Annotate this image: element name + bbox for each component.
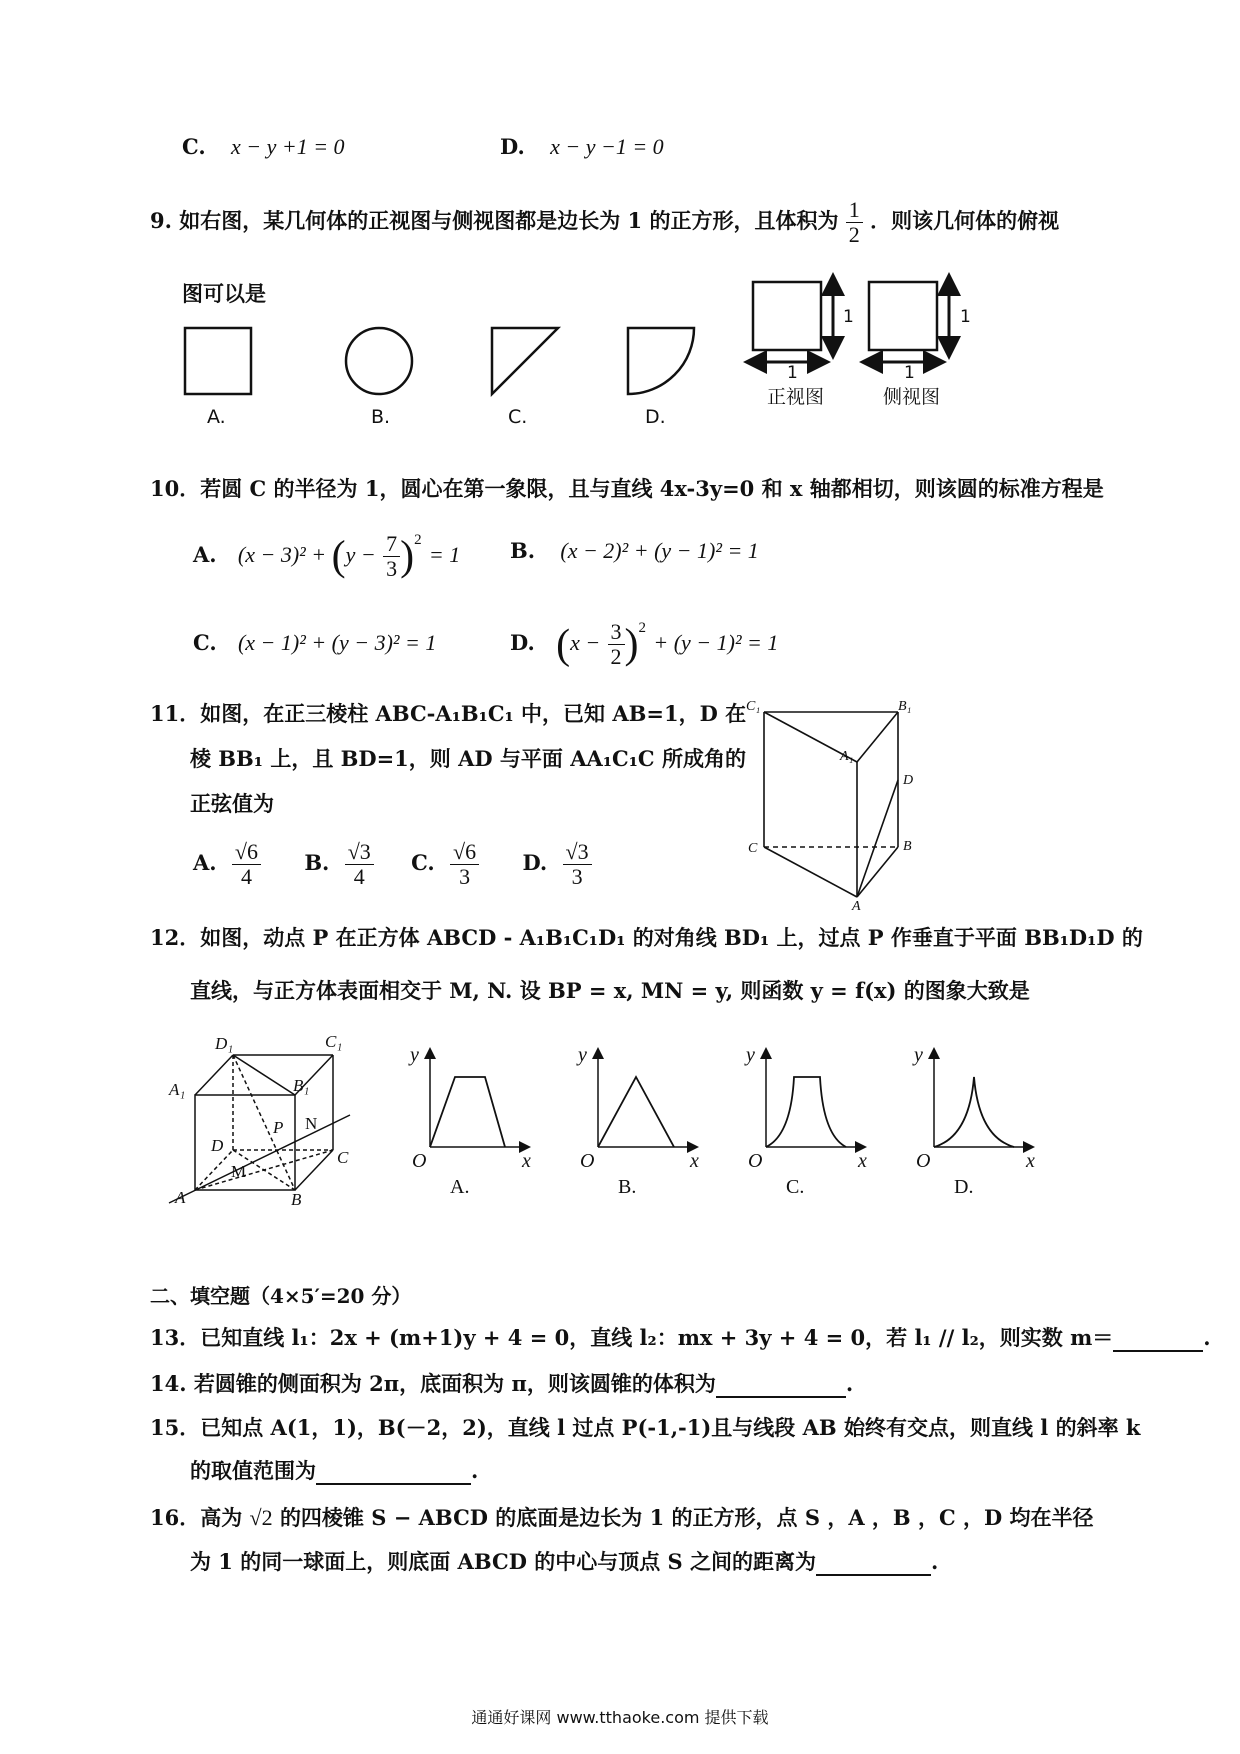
graph-a-y: y [410, 1045, 419, 1066]
q11-opt-a-den: 4 [240, 864, 252, 890]
q11-opt-b [304, 839, 381, 890]
q8-option-c-label: C. [182, 134, 206, 159]
q12-option-d: D. [954, 1176, 974, 1198]
q13-text: 13．已知直线 l₁：2x + (m+1)y + 4 = 0，直线 l₂：mx + 3y + 4 = 0，若 l₁ // l₂，则实数 m＝ [150, 1325, 1114, 1350]
q9-number: 9. [150, 208, 172, 234]
q12-label-b: B [291, 1190, 302, 1205]
q12-label-c: C [337, 1148, 349, 1167]
side-view-dim-h: 1 [904, 363, 915, 383]
section2-title: 二、填空题（4×5′=20 分） [150, 1284, 412, 1308]
q8-option-c-expr: x − y +1 = 0 [230, 134, 345, 159]
graph-d-x: x [1026, 1150, 1035, 1172]
graph-b-o: O [580, 1150, 595, 1172]
q9-fraction [846, 198, 863, 247]
q11-opt-d-den: 3 [571, 864, 583, 890]
graph-b-y: y [578, 1045, 587, 1066]
q12-label-d1: D₁ [215, 1034, 234, 1053]
circle-shape [346, 328, 412, 394]
page-footer: 通通好课网 www.tthaoke.com 提供下载 [471, 1708, 769, 1727]
q12-option-b: B. [618, 1176, 637, 1198]
side-view-dim-v: 1 [960, 307, 971, 327]
q8-option-d-label: D. [500, 134, 525, 159]
q9-text-c: 图可以是 [182, 281, 266, 306]
q11-label-d: D [903, 773, 914, 788]
q10-a-frac-num: 7 [383, 532, 400, 557]
q12-label-n: N [305, 1114, 318, 1133]
q12-label-c1: C₁ [325, 1032, 343, 1051]
side-view-square [869, 282, 937, 350]
q11-opt-c-label: C. [411, 850, 435, 876]
graph-b-x: x [690, 1150, 699, 1172]
q12-line1: 12．如图，动点 P 在正方体 ABCD - A₁B₁C₁D₁ 的对角线 BD₁ 上，过点 P 作垂直于平面 BB₁D₁D 的 [150, 925, 1143, 950]
q14 [150, 1368, 853, 1398]
q16-end: . [931, 1549, 939, 1574]
q15-end: . [471, 1458, 479, 1483]
q11-opt-b-den: 4 [353, 864, 365, 890]
q10-a-frac [383, 532, 400, 581]
graph-c-y: y [746, 1045, 755, 1066]
q10-c-label: C. [193, 630, 217, 655]
q10-b-expr: (x − 2)² + (y − 1)² = 1 [560, 538, 759, 563]
q10-d-frac-num: 3 [608, 620, 625, 645]
q16-line2: 为 1 的同一球面上，则底面 ABCD 的中心与顶点 S 之间的距离为 [190, 1549, 816, 1574]
q11-opt-c [411, 839, 486, 890]
q12-label-m: M [231, 1162, 247, 1181]
q10-option-d: D. (x − $\frac{3}{2}$ )$^2$ + (y − 1)² = 1 [510, 619, 779, 670]
q11-opt-c-num: √6 [450, 840, 479, 865]
q12-label-a1: A₁ [169, 1080, 186, 1099]
q8-option-d-expr: x − y −1 = 0 [550, 134, 664, 159]
graph-c-o: O [748, 1150, 763, 1172]
q9-option-a: A. [207, 406, 226, 428]
q10-c-expr: (x − 1)² + (y − 3)² = 1 [237, 630, 437, 655]
graph-a [430, 1053, 525, 1147]
q10-a-post: = 1 [428, 542, 461, 568]
q11-label-b1: B₁ [898, 699, 912, 714]
q11-opt-d [522, 839, 591, 890]
q9-text-b: ．则该几何体的俯视 [870, 208, 1060, 234]
q15-line1: 15．已知点 A(1，1)，B(－2，2)，直线 l 过点 P(-1,-1)且与线段 AB 始终有交点，则直线 l 的斜率 k [150, 1415, 1141, 1440]
q16-text-a: 16．高为 [150, 1505, 243, 1530]
q11-line1: 11．如图，在正三棱柱 ABC-A₁B₁C₁ 中，已知 AB=1，D 在 [150, 701, 747, 726]
q14-end: . [845, 1371, 854, 1396]
q16-line2-wrap [190, 1546, 938, 1576]
q11-label-b: B [903, 839, 912, 854]
q10-d-label: D. [510, 630, 535, 656]
q10-option-c [193, 630, 436, 656]
front-view-dim-v: 1 [843, 307, 854, 327]
q12-label-b1: B₁ [293, 1076, 310, 1095]
graph-a-x: x [522, 1150, 531, 1172]
q11-label-a: A [852, 899, 861, 910]
q12-cube-figure [165, 1025, 365, 1205]
q10-a-pre: (x − 3)² + [237, 542, 332, 568]
q11-opt-d-num: √3 [563, 840, 592, 865]
q11-opt-c-den: 3 [459, 864, 471, 890]
graph-d [934, 1053, 1029, 1147]
q13 [150, 1322, 1211, 1352]
graph-c-x: x [858, 1150, 867, 1172]
q9-option-d: D. [645, 406, 666, 428]
q11-opt-b-label: B. [304, 850, 330, 876]
q10-d-frac-den: 2 [610, 644, 622, 670]
q11-label-c: C [748, 841, 758, 856]
graph-d-o: O [916, 1150, 931, 1172]
q11-opt-d-label: D. [522, 850, 548, 876]
q12-label-a: A [175, 1188, 186, 1205]
q15-line2: 的取值范围为 [190, 1458, 316, 1483]
q15-line2-wrap [190, 1455, 478, 1485]
q10-option-a: A. (x − 3)² + (y − $\frac{7}{3}$ )$^2$ = 1 [193, 531, 461, 582]
q12-option-c: C. [786, 1176, 805, 1198]
q11-label-c1: C₁ [746, 699, 761, 714]
q14-blank [716, 1376, 846, 1398]
front-view-square [753, 282, 821, 350]
q9-views-figure [740, 270, 980, 385]
q9-option-b: B. [371, 406, 391, 428]
q10-d-frac [608, 620, 625, 669]
q16-sqrt: √2 [249, 1505, 273, 1530]
q10-d-post: + (y − 1)² = 1 [653, 630, 779, 656]
q10-stem: 10．若圆 C 的半径为 1，圆心在第一象限，且与直线 4x-3y=0 和 x 轴都相切，则该圆的标准方程是 [150, 476, 1104, 501]
quarter-circle-shape [628, 328, 694, 394]
triangle-shape [492, 328, 558, 394]
q11-opt-a-label: A. [193, 850, 217, 876]
q9-text-a: 如右图，某几何体的正视图与侧视图都是边长为 1 的正方形，且体积为 [179, 208, 839, 234]
q14-text: 14. 若圆锥的侧面积为 2π，底面积为 π，则该圆锥的体积为 [150, 1371, 716, 1396]
graph-d-y: y [914, 1045, 923, 1066]
q11-prism-figure [740, 690, 940, 910]
q11-options [193, 840, 592, 889]
graph-b [598, 1053, 693, 1147]
q12-graphs [400, 1045, 1120, 1175]
quarter-circle-figure [620, 320, 700, 400]
q16-blank [816, 1554, 931, 1576]
front-view-label: 正视图 [767, 386, 825, 408]
q11-opt-a [193, 839, 268, 890]
q9-option-c: C. [508, 406, 528, 428]
q8-option-c [182, 134, 345, 160]
q12-label-d: D [211, 1136, 224, 1155]
q13-end: . [1203, 1325, 1211, 1350]
q12-option-a: A. [450, 1176, 470, 1198]
q10-option-b [510, 538, 759, 564]
q10-a-label: A. [193, 542, 217, 568]
q11-line3: 正弦值为 [190, 791, 274, 816]
q10-a-frac-den: 3 [386, 556, 398, 582]
q13-blank [1113, 1330, 1203, 1352]
q9-frac-den: 2 [848, 222, 860, 248]
q9-option-figures [170, 320, 690, 400]
q15-blank [316, 1463, 471, 1485]
q11-line2: 棱 BB₁ 上，且 BD=1，则 AD 与平面 AA₁C₁C 所成角的 [190, 746, 746, 771]
side-view-label: 侧视图 [883, 386, 941, 408]
q16-line1 [150, 1502, 1094, 1532]
q10-b-label: B. [510, 538, 536, 563]
q9-frac-num: 1 [846, 198, 863, 223]
q12-line2: 直线，与正方体表面相交于 M, N. 设 BP = x, MN = y, 则函数 y = f(x) 的图象大致是 [190, 978, 1030, 1003]
q12-label-p: P [273, 1118, 284, 1137]
graph-a-o: O [412, 1150, 427, 1172]
graph-c [766, 1053, 861, 1147]
q11-opt-a-num: √6 [232, 840, 261, 865]
q9-stem [150, 198, 1059, 247]
q11-opt-b-num: √3 [345, 840, 374, 865]
q16-text-b: 的四棱锥 S − ABCD 的底面是边长为 1 的正方形，点 S ，A ，B ，C ，D 均在半径 [279, 1505, 1094, 1530]
q11-label-a1: A₁ [840, 749, 854, 764]
square-shape [185, 328, 251, 394]
front-view-dim-h: 1 [787, 363, 798, 383]
q8-option-d [500, 134, 664, 160]
